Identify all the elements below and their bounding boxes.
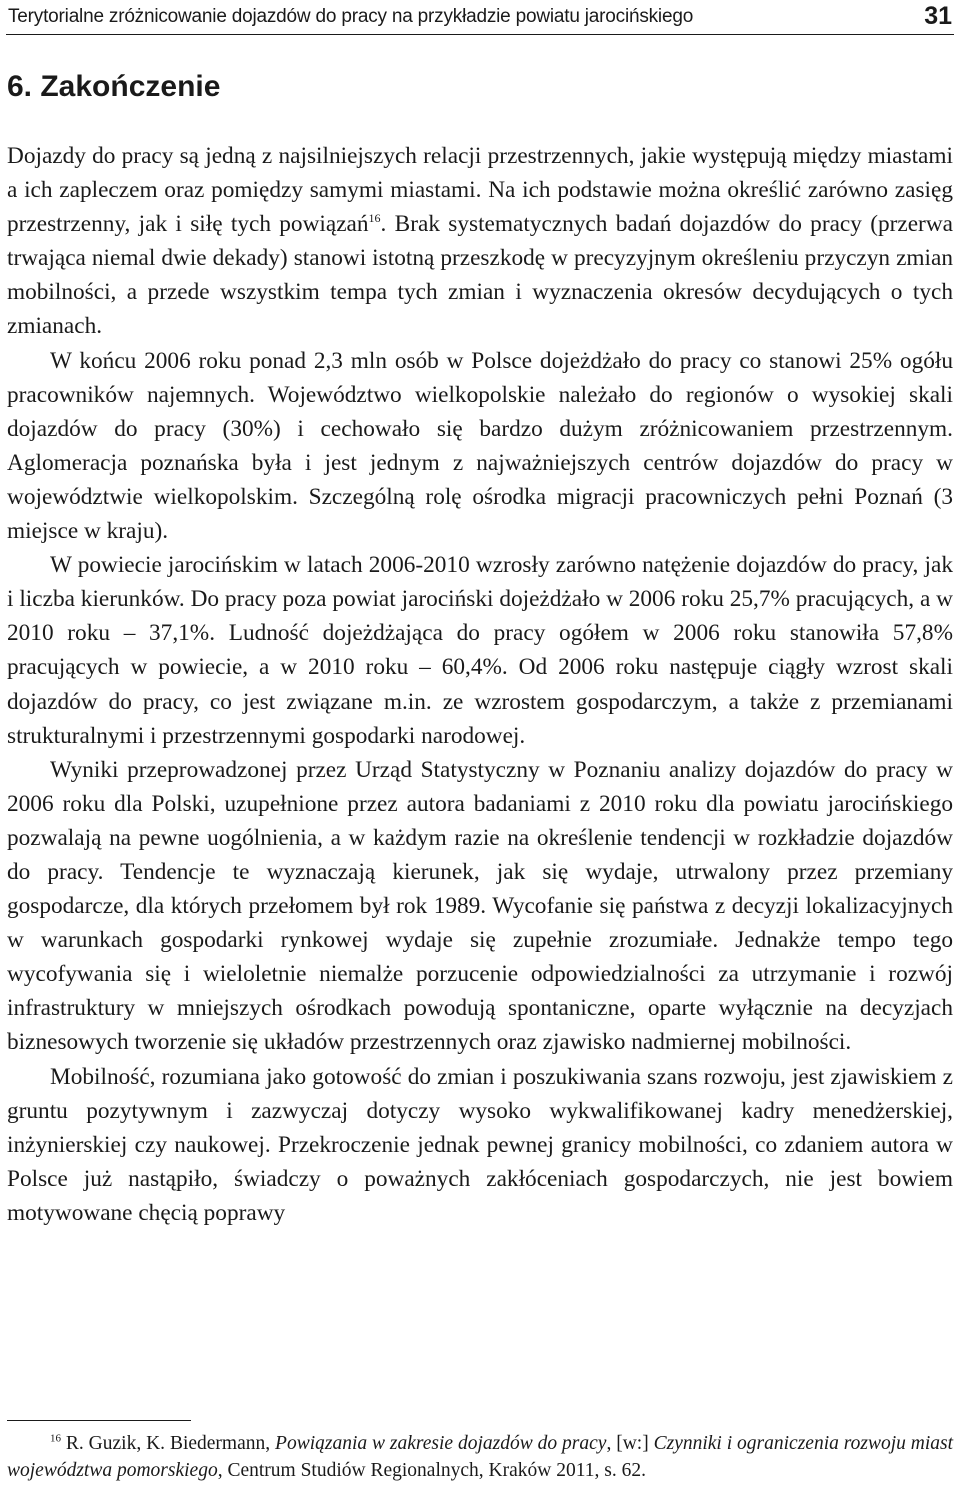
footnote-separator xyxy=(7,1420,191,1421)
paragraph-1-text: Dojazdy do pracy są jedną z najsilniejszych relacji przestrzennych, jakie występują między miastami a ich zapleczem oraz pomiędzy samymi miastami. Na ich podstawie można określić zarówno zasięg przestrzenny, jak i siłę tych powiązań xyxy=(7,143,953,238)
body-text xyxy=(7,139,953,1230)
paragraph-3: W powiecie jarocińskim w latach 2006-2010 wzrosły zarówno natężenie dojazdów do pracy, jak i liczba kierunków. Do pracy poza powiat jarociński dojeżdżało w 2006 roku 25,7% pracujących, a w 2010 roku – 37,1%. Ludność dojeżdżająca do pracy ogółem w 2006 roku stanowiła 57,8% pracujących w powiecie, a w 2010 roku – 60,4%. Od 2006 roku następuje ciągły wzrost skali dojazdów do pracy, co jest związane m.in. ze wzrostem gospodarczym, a także z przemianami strukturalnymi i przestrzennymi gospodarki narodowej. xyxy=(7,552,953,749)
footnote-reference: 16 xyxy=(368,211,381,226)
paragraph-5: Mobilność, rozumiana jako gotowość do zmian i poszukiwania szans rozwoju, jest zjawiskiem z gruntu pozytywnym i zazwyczaj dotyczy wysoko wykwalifikowanej kadry menedżerskiej, inżynierskiej czy naukowej. Przekroczenie jednak pewnej granicy mobilności, co zdaniem autora w Polsce już nastąpiło, świadczy o poważnych zakłóceniach gospodarczych, nie jest bowiem motywowane chęcią poprawy xyxy=(7,1063,953,1226)
running-title: Terytorialne zróżnicowanie dojazdów do pracy na przykładzie powiatu jarocińskiego xyxy=(8,6,694,27)
paragraph-2: W końcu 2006 roku ponad 2,3 mln osób w Polsce dojeżdżało do pracy co stanowi 25% ogółu pracowników najemnych. Województwo wielkopolskie należało do regionów o wysokiej skali dojazdów do pracy (30%) i cechowało się bardzo dużym zróżnicowaniem przestrzennym. Aglomeracja poznańska była i jest jednym z najważniejszych centrów dojazdów do pracy w województwie wielkopolskim. Szczególną rolę ośrodka migracji pracowniczych pełni Poznań (3 miejsce w kraju). xyxy=(7,347,953,545)
footnote-in-label: , [w:] xyxy=(606,1433,654,1454)
paragraph-4: Wyniki przeprowadzonej przez Urząd Statystyczny w Poznaniu analizy dojazdów do pracy w 2006 roku dla Polski, uzupełnione przez autora badaniami z 2010 roku dla powiatu jarocińskiego pozwalają na pewne uogólnienia, a w każdym razie na określenie tendencji w rozkładzie dojazdów do pracy. Tendencje te wyznaczają kierunek, jak się wydaje, utrwalony przez przemiany gospodarcze, dla których przełomem był rok 1989. Wycofanie się państwa z decyzji lokalizacyjnych w warunkach gospodarki rynkowej wydaje się zupełnie zrozumiałe. Jednakże tempo tego wycofywania się i wieloletnie niemalże porzucenie odpowiedzialności za utrzymanie i rozwój infrastruktury w mniejszych ośrodkach powodują spontaniczne, oparte wyłącznie na decyzjach biznesowych tworzenie się układów przestrzennych oraz zjawisko nadmiernej mobilności. xyxy=(7,756,953,1056)
footnote-book-title: Czynniki i ograniczenia rozwoju miast województwa pomorskiego xyxy=(7,1433,954,1481)
footnote-authors: R. Guzik, K. Biedermann, xyxy=(65,1433,276,1454)
section-heading: 6. Zakończenie xyxy=(7,70,221,103)
footnote-publisher: , Centrum Studiów Regionalnych, Kraków 2011, s. 62. xyxy=(217,1460,646,1481)
paragraph-1-continuation: . Brak systematycznych badań dojazdów do pracy (przerwa trwająca niemal dwie dekady) stanowi istotną przeszkodę w precyzyjnym określeniu przyczyn zmian mobilności, a przede wszystkim tempa tych zmian i wyznaczenia okresów decydujących o tych zmianach. xyxy=(7,211,953,340)
page-header xyxy=(6,4,954,35)
page-number: 31 xyxy=(924,2,952,30)
footnote-number: 16 xyxy=(50,1432,61,1445)
footnote xyxy=(7,1430,953,1484)
footnote-title: Powiązania w zakresie dojazdów do pracy xyxy=(275,1433,607,1454)
paragraph-1 xyxy=(7,139,953,344)
